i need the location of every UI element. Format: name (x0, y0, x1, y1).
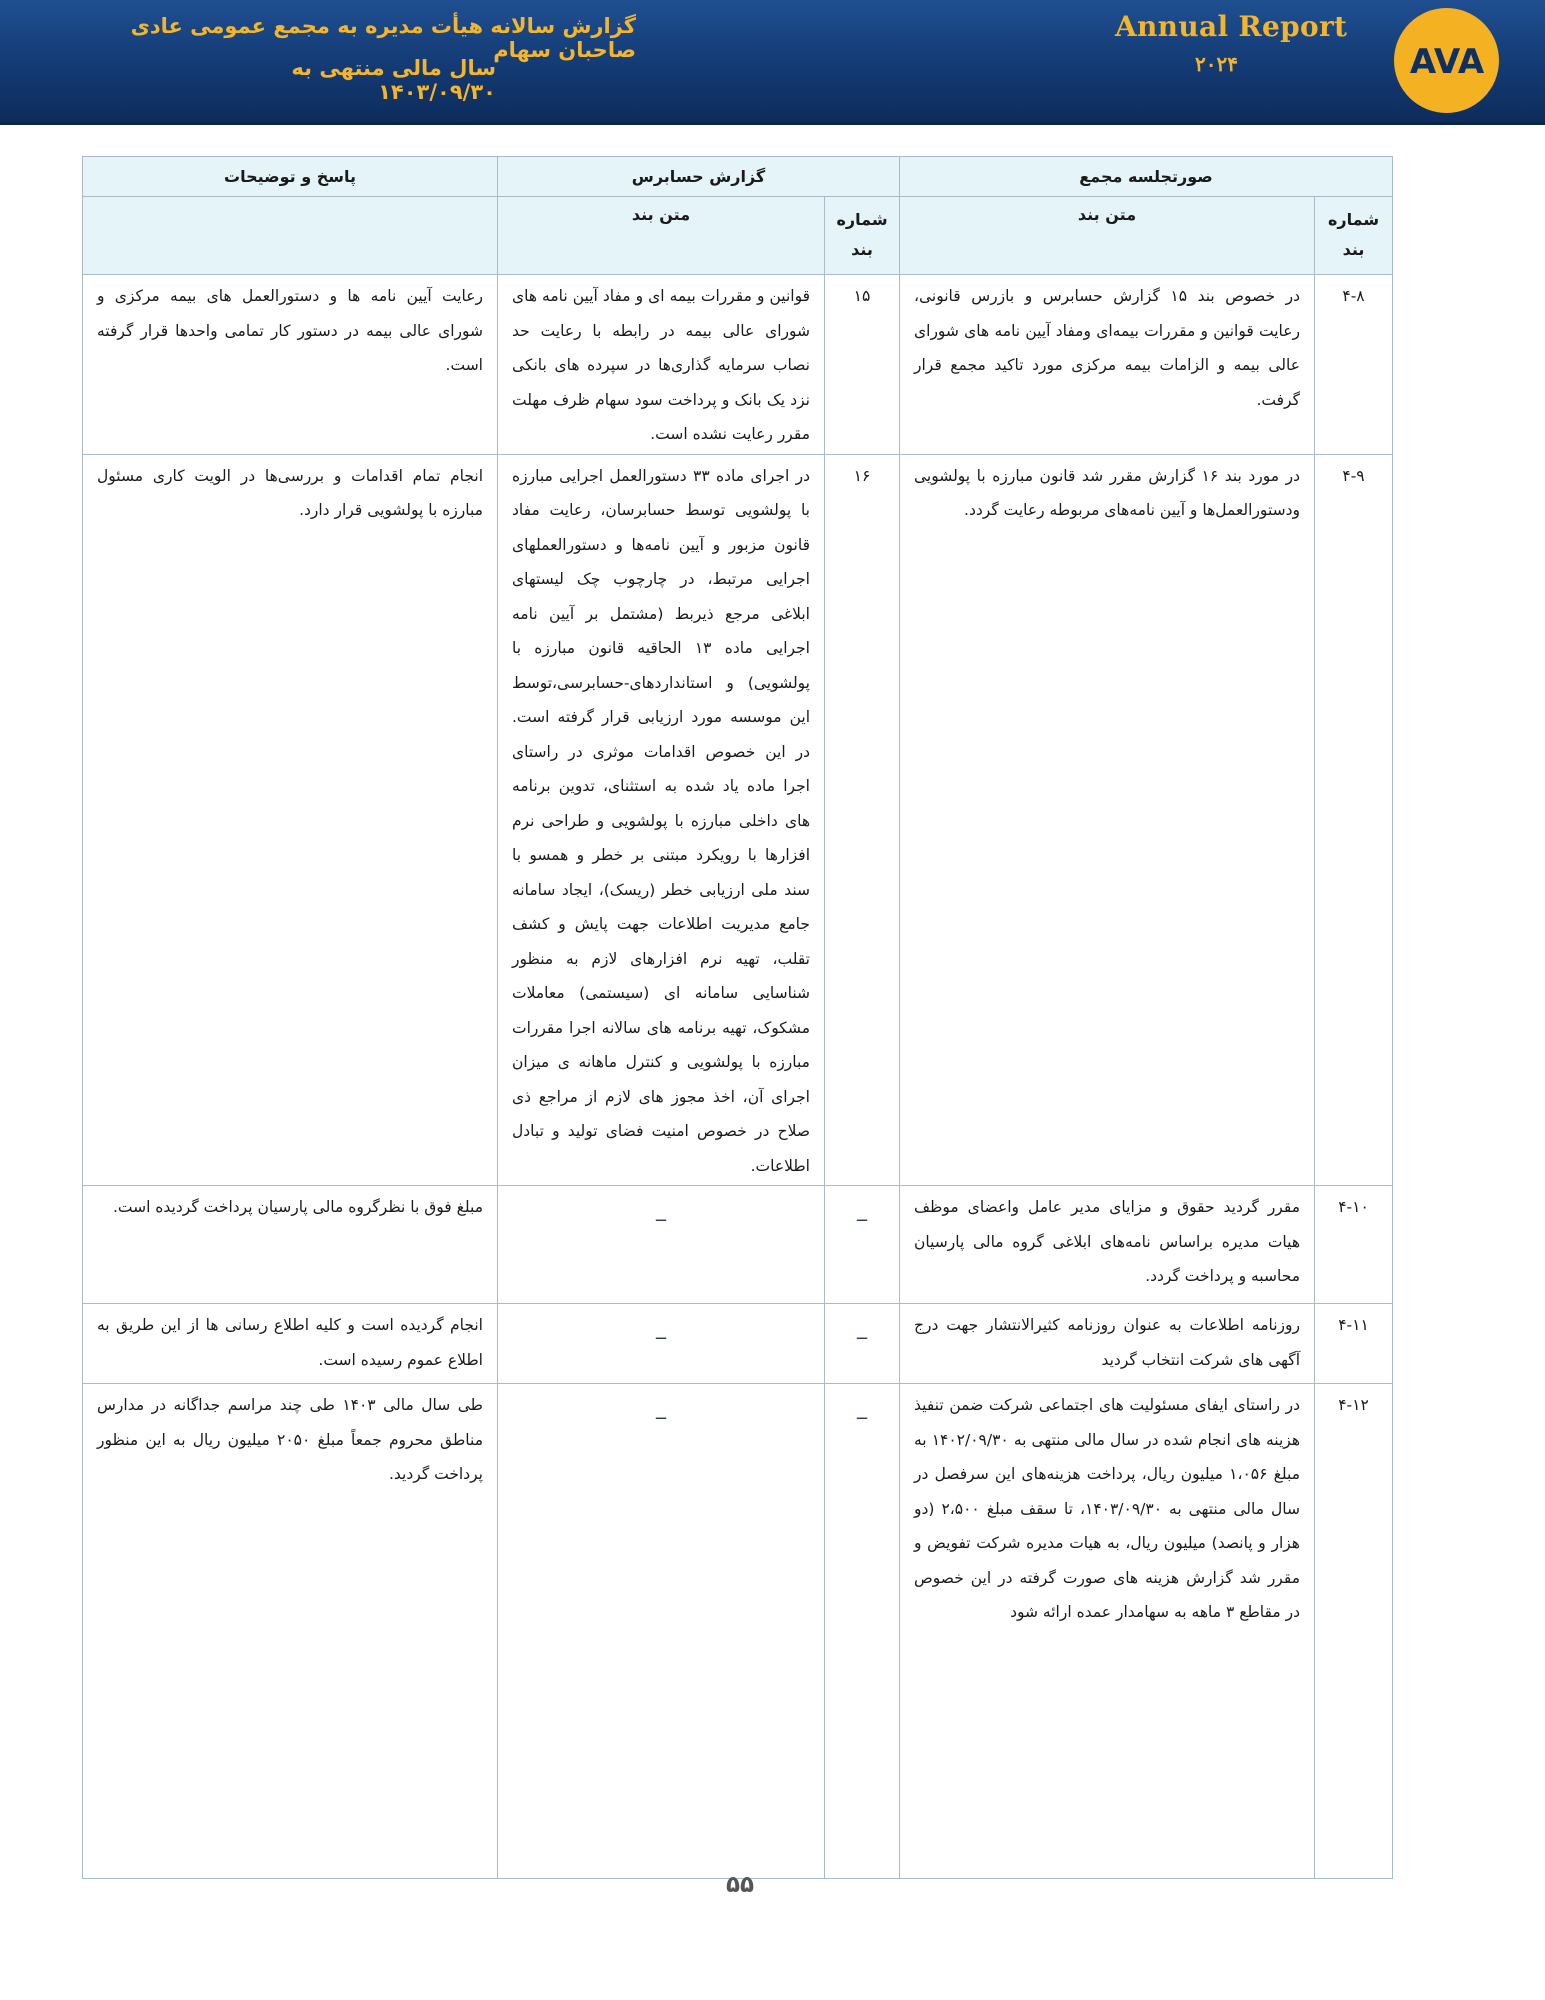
auditor-number-cell: _ (857, 1197, 867, 1221)
svg-text:AVA: AVA (1409, 41, 1484, 81)
auditor-number-cell: ۱۵ (853, 287, 871, 305)
auditor-number-cell: _ (857, 1395, 867, 1419)
assembly-resolutions-table (82, 156, 1393, 1879)
table-row (83, 1304, 1393, 1384)
table-row (83, 1186, 1393, 1304)
annual-report-label: Annual Report (1115, 10, 1348, 43)
item-id-cell: ۴-۸ (1342, 287, 1365, 305)
assembly-text-header: متن بند (900, 197, 1315, 275)
table-row (83, 1384, 1393, 1879)
sub-header-row (83, 197, 1393, 275)
item-id-cell: ۴-۱۰ (1338, 1198, 1369, 1216)
assembly-text-cell: در خصوص بند ۱۵ گزارش حسابرس و بازرس قانونی، رعایت قوانین و مقررات بیمه‌ای ومفاد آیین نامه های شورای عالی بیمه و الزامات بیمه مرکزی مورد تاکید مجمع قرار گرفت. (914, 287, 1300, 409)
item-id-cell: ۴-۹ (1342, 466, 1365, 485)
assembly-text-cell: روزنامه اطلاعات به عنوان روزنامه کثیرالانتشار جهت درج آگهی های شرکت انتخاب گردید (914, 1316, 1300, 1369)
response-header: پاسخ و توضیحات (83, 157, 498, 197)
response-cell: رعایت آیین نامه ها و دستورالعمل های بیمه مرکزی و شورای عالی بیمه در دستور کار تمامی واحدها قرار گرفته است. (97, 287, 483, 374)
assembly-text-cell: در مورد بند ۱۶ گزارش مقرر شد قانون مبارزه با پولشویی ودستورالعمل‌ها و آیین نامه‌های مربوطه رعایت گردد. (914, 466, 1301, 519)
ava-logo (1394, 8, 1499, 113)
assembly-text-cell: در راستای ایفای مسئولیت های اجتماعی شرکت ضمن تنفیذ هزینه های انجام شده در سال مالی منتهی به ۱۴۰۲/۰۹/۳۰ به مبلغ ۱،۰۵۶ میلیون ریال، پرداخت هزینه‌های این سرفصل در سال مالی منتهی به ۱۴۰۳/۰۹/۳۰، تا سقف مبلغ ۲،۵۰۰ (دو هزار و پانصد) میلیون ریال، به هیات مدیره شرکت تفویض و مقرر شد گزارش هزینه های صورت گرفته در این خصوص در مقاطع ۳ ماهه به سهامدار عمده ارائه شود (914, 1396, 1300, 1621)
auditor-number-cell: ۱۶ (853, 466, 871, 485)
response-cell: مبلغ فوق با نظرگروه مالی پارسیان پرداخت گردیده است. (112, 1198, 483, 1216)
page-number: ۵۵ (725, 1872, 755, 1898)
header-banner (0, 0, 1545, 125)
auditor-text-cell: _ (656, 1395, 666, 1419)
report-year: ۲۰۲۴ (1195, 52, 1238, 76)
assembly-text-cell: مقرر گردید حقوق و مزایای مدیر عامل واعضای موظف هیات مدیره براساس نامه‌های ابلاغی گروه مالی پارسیان محاسبه و پرداخت گردد. (914, 1198, 1300, 1285)
auditor-header: گزارش حسابرس (498, 157, 900, 197)
auditor-text-header: متن بند (498, 197, 825, 275)
item-id-cell: ۴-۱۱ (1338, 1316, 1369, 1334)
response-cell: انجام گردیده است و کلیه اطلاع رسانی ها از این طریق به اطلاع عموم رسیده است. (97, 1316, 483, 1369)
item-id-cell: ۴-۱۲ (1338, 1396, 1369, 1414)
table-row (83, 275, 1393, 455)
response-cell: انجام تمام اقدامات و بررسی‌ها در الویت کاری مسئول مبارزه با پولشویی قرار دارد. (97, 466, 483, 519)
assembly-header: صورتجلسه مجمع (900, 157, 1393, 197)
auditor-text-cell: قوانین و مقررات بیمه ای و مفاد آیین نامه های شورای عالی بیمه در رابطه با رعایت حد نصاب سرمایه گذاری‌ها در سپرده های بانکی نزد یک بانک و پرداخت سود سهام ظرف مهلت مقرر رعایت نشده است. (512, 287, 810, 443)
table-row (83, 454, 1393, 1186)
auditor-number-cell: _ (857, 1315, 867, 1339)
response-cell: طی سال مالی ۱۴۰۳ طی چند مراسم جداگانه در مدارس مناطق محروم جمعاً مبلغ ۲۰۵۰ میلیون ریال به این منظور پرداخت گردید. (97, 1396, 484, 1483)
group-header-row (83, 157, 1393, 197)
report-title: گزارش سالانه هیأت مدیره به مجمع عمومی عادی صاحبان سهام (130, 14, 636, 62)
auditor-text-cell: _ (656, 1197, 666, 1221)
ava-logo-icon (1403, 41, 1491, 81)
item-number-header: شماره بند (1315, 197, 1393, 275)
auditor-text-cell: در اجرای ماده ۳۳ دستورالعمل اجرایی مبارزه با پولشویی توسط حسابرسان، رعایت مفاد قانون مزبور و آیین نامه‌ها و دستورالعملهای اجرایی مرتبط، در چارچوب چک لیستهای ابلاغی مرجع ذیربط (مشتمل بر آیین نامه اجرایی ماده ۱۳ الحاقیه قانون مبارزه با پولشویی) و استانداردهای-حسابرسی،توسط این موسسه مورد ارزیابی قرار گرفته است. در این خصوص اقدامات موثری در راستای اجرا ماده یاد شده به استثنای، تدوین برنامه های داخلی مبارزه با پولشویی و طراحی نرم افزارها با رویکرد مبتنی بر خطر و همسو با سند ملی ارزیابی خطر (ریسک)، ایجاد سامانه جامع مدیریت اطلاعات جهت پایش و کشف تقلب، تهیه نرم افزارهای لازم به منظور شناسایی سامانه ای (سیستمی) معاملات مشکوک، تهیه برنامه های سالانه اجرا مقررات مبارزه با پولشویی و کنترل ماهانه ی میزان اجرای آن، اخذ مجوز های لازم از مراجع ذی صلاح در خصوص امنیت فضای تولید و تبادل اطلاعات. (512, 466, 810, 1175)
auditor-text-cell: _ (656, 1315, 666, 1339)
response-subheader (83, 197, 498, 275)
auditor-item-number-header: شماره بند (825, 197, 900, 275)
fiscal-year-subtitle: سال مالی منتهی به ۱۴۰۳/۰۹/۳۰ (291, 56, 496, 104)
